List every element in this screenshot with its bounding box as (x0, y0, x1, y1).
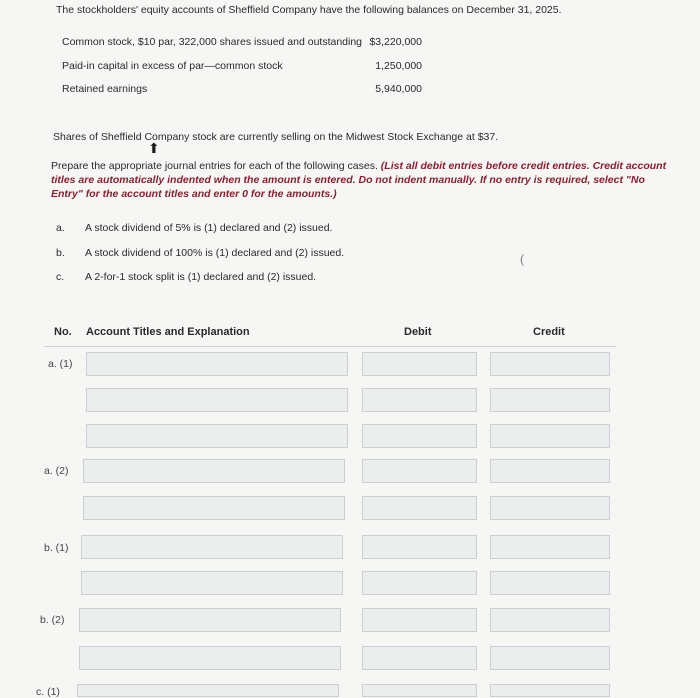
debit-amount-input[interactable] (362, 608, 477, 632)
credit-amount-input[interactable] (490, 496, 610, 520)
account-title-input[interactable] (86, 424, 348, 448)
balance-label: Common stock, $10 par, 322,000 shares issued and outstanding (62, 36, 363, 48)
column-header-no: No. (54, 326, 72, 338)
case-letter: b. (56, 247, 65, 259)
account-title-input[interactable] (77, 684, 339, 697)
case-item-c (56, 271, 456, 287)
account-title-input[interactable] (79, 646, 341, 670)
entry-label-b2: b. (2) (40, 614, 65, 626)
credit-amount-input[interactable] (490, 352, 610, 376)
column-header-account: Account Titles and Explanation (86, 326, 250, 338)
account-title-input[interactable] (81, 535, 343, 559)
case-item-b (56, 247, 456, 263)
balance-label: Retained earnings (62, 83, 148, 95)
instructions-lead: Prepare the appropriate journal entries for each of the following cases. (51, 160, 378, 172)
account-title-input[interactable] (79, 608, 341, 632)
journal-table-header (44, 318, 616, 347)
balance-amount: 5,940,000 (375, 83, 422, 95)
account-title-input[interactable] (86, 352, 348, 376)
share-price-text: Shares of Sheffield Company stock are currently selling on the Midwest Stock Exchange at $37. (53, 131, 499, 143)
debit-amount-input[interactable] (362, 424, 477, 448)
mouse-cursor-icon: ⬆ (148, 140, 160, 156)
case-letter: c. (56, 271, 65, 283)
debit-amount-input[interactable] (362, 388, 477, 412)
debit-amount-input[interactable] (362, 496, 477, 520)
case-text: A 2-for-1 stock split is (1) declared and (2) issued. (85, 271, 317, 283)
entry-label-a1: a. (1) (48, 358, 73, 370)
stray-mark: ( (520, 252, 524, 266)
balance-row-retained-earnings (62, 83, 442, 99)
credit-amount-input[interactable] (490, 424, 610, 448)
credit-amount-input[interactable] (490, 459, 610, 483)
credit-amount-input[interactable] (490, 646, 610, 670)
balance-amount: 1,250,000 (375, 60, 422, 72)
column-header-debit: Debit (404, 326, 432, 338)
account-title-input[interactable] (83, 496, 345, 520)
instructions-emphasis: (List all debit entries before credit entries. Credit account titles are automatically indented when the amount is entered. Do not indent manually. If no entry is required, select "No Entry" for the account titles and enter 0 for the amounts.) (51, 160, 667, 200)
account-title-input[interactable] (83, 459, 345, 483)
debit-amount-input[interactable] (362, 684, 477, 697)
credit-amount-input[interactable] (490, 684, 610, 697)
entry-label-b1: b. (1) (44, 542, 69, 554)
credit-amount-input[interactable] (490, 608, 610, 632)
debit-amount-input[interactable] (362, 535, 477, 559)
problem-intro: The stockholders' equity accounts of Sheffield Company have the following balances on December 31, 2025. (56, 4, 562, 16)
entry-label-a2: a. (2) (44, 465, 69, 477)
entry-label-c1: c. (1) (36, 686, 60, 698)
instructions (51, 159, 671, 201)
case-text: A stock dividend of 100% is (1) declared and (2) issued. (85, 247, 345, 259)
debit-amount-input[interactable] (362, 352, 477, 376)
balance-label: Paid-in capital in excess of par—common stock (62, 60, 283, 72)
balance-amount: $3,220,000 (369, 36, 422, 48)
debit-amount-input[interactable] (362, 459, 477, 483)
account-title-input[interactable] (86, 388, 348, 412)
case-text: A stock dividend of 5% is (1) declared and (2) issued. (85, 222, 333, 234)
credit-amount-input[interactable] (490, 571, 610, 595)
case-letter: a. (56, 222, 65, 234)
credit-amount-input[interactable] (490, 535, 610, 559)
column-header-credit: Credit (533, 326, 565, 338)
balance-row-paid-in-capital (62, 60, 442, 76)
debit-amount-input[interactable] (362, 646, 477, 670)
balance-row-common-stock (62, 36, 442, 52)
debit-amount-input[interactable] (362, 571, 477, 595)
case-item-a (56, 222, 456, 238)
account-title-input[interactable] (81, 571, 343, 595)
credit-amount-input[interactable] (490, 388, 610, 412)
